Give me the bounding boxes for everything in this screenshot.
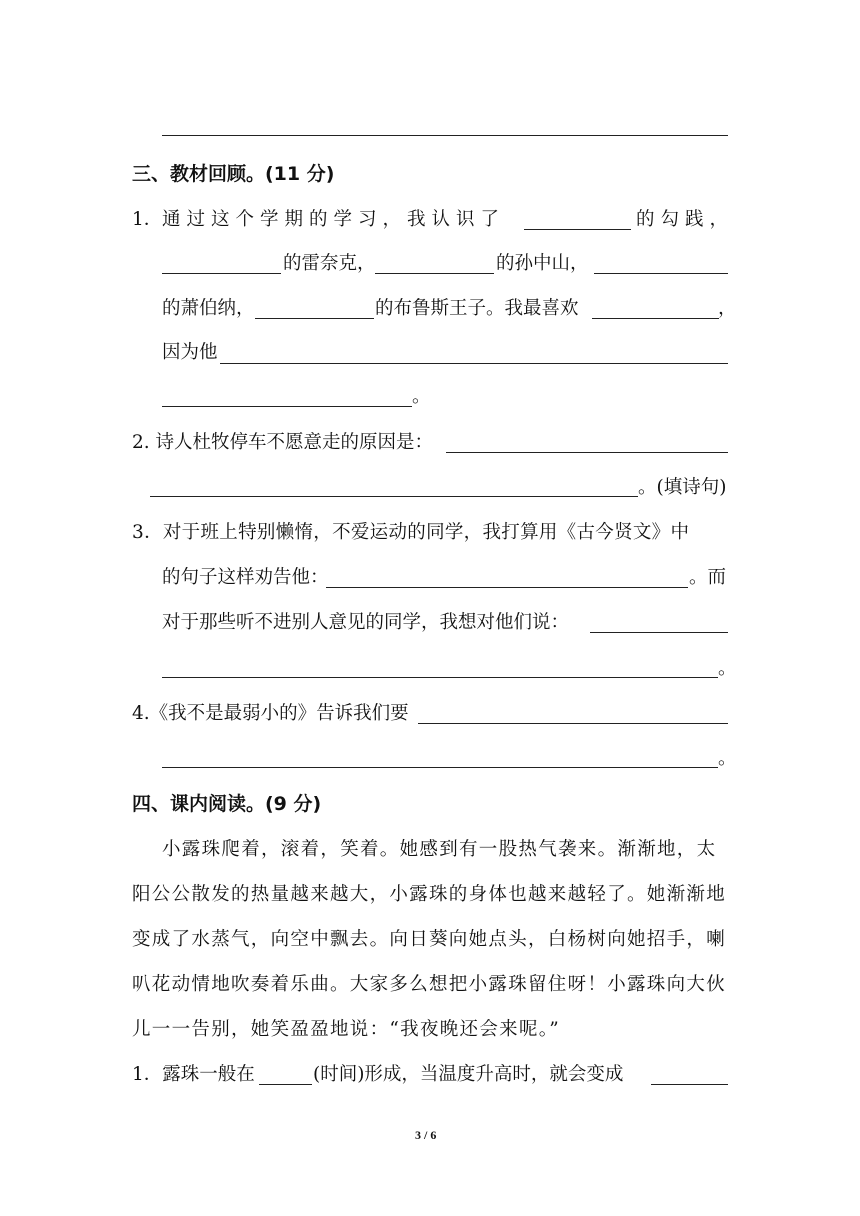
question-text: 因为他 bbox=[162, 342, 218, 363]
question-text: 。而 bbox=[689, 567, 727, 588]
passage-line: 阳公公散发的热量越来越大，小露珠的身体也越来越轻了。她渐渐地 bbox=[132, 884, 727, 905]
question-text: 的句子这样劝告他： bbox=[162, 567, 329, 588]
blank-line bbox=[162, 767, 718, 768]
question-text: (时间)形成，当温度升高时，就会变成 bbox=[313, 1064, 624, 1085]
passage-line: 变成了水蒸气，向空中飘去。向日葵向她点头，白杨树向她招手，喇 bbox=[132, 929, 727, 950]
question-text: 的雷奈克， bbox=[283, 253, 376, 274]
blank-line bbox=[162, 677, 718, 678]
question-text: 1．露珠一般在 bbox=[132, 1064, 255, 1085]
question-text: 的布鲁斯王子。我最喜欢 bbox=[375, 298, 579, 319]
question-text: 3．对于班上特别懒惰，不爱运动的同学，我打算用《古今贤文》中 bbox=[132, 522, 690, 543]
blank-line bbox=[162, 273, 281, 274]
question-text: 通过这个学期的学习，我认识了 bbox=[162, 209, 506, 230]
question-text: 。 bbox=[718, 748, 737, 769]
blank-line bbox=[375, 273, 494, 274]
blank-line bbox=[524, 229, 631, 230]
blank-line bbox=[594, 273, 728, 274]
question-text: 的勾践， bbox=[636, 209, 735, 230]
question-text: 的萧伯纳， bbox=[162, 298, 255, 319]
question-text: 。 bbox=[718, 658, 737, 679]
passage-line: 叭花动情地吹奏着乐曲。大家多么想把小露珠留住呀！小露珠向大伙 bbox=[132, 974, 727, 995]
blank-line bbox=[446, 452, 728, 453]
answer-line bbox=[162, 135, 728, 136]
section-heading: 四、课内阅读。(9 分) bbox=[132, 793, 322, 815]
question-text: 的孙中山， bbox=[496, 253, 589, 274]
question-text: 。 bbox=[412, 386, 431, 407]
blank-line bbox=[418, 723, 728, 724]
blank-line bbox=[651, 1084, 728, 1085]
passage-line: 小露珠爬着，滚着，笑着。她感到有一股热气袭来。渐渐地，太 bbox=[162, 839, 717, 860]
question-text: 2. 诗人杜牧停车不愿意走的原因是： bbox=[132, 432, 434, 453]
blank-line bbox=[259, 1084, 312, 1085]
question-text: 4.《我不是最弱小的》告诉我们要 bbox=[132, 703, 409, 724]
question-text: 对于那些听不进别人意见的同学，我想对他们说： bbox=[162, 612, 570, 633]
blank-line bbox=[326, 587, 688, 588]
blank-line bbox=[590, 632, 728, 633]
question-text: 。(填诗句) bbox=[638, 477, 727, 498]
page-number: 3 / 6 bbox=[415, 1128, 437, 1142]
blank-line bbox=[592, 318, 719, 319]
blank-line bbox=[162, 406, 412, 407]
blank-line bbox=[255, 318, 374, 319]
question-number: 1． bbox=[132, 209, 163, 230]
section-heading: 三、教材回顾。(11 分) bbox=[132, 163, 335, 185]
question-text: ， bbox=[718, 298, 737, 319]
passage-line: 儿一一告别，她笑盈盈地说：“我夜晚还会来呢。” bbox=[132, 1019, 561, 1040]
blank-line bbox=[220, 363, 728, 364]
blank-line bbox=[150, 496, 638, 497]
